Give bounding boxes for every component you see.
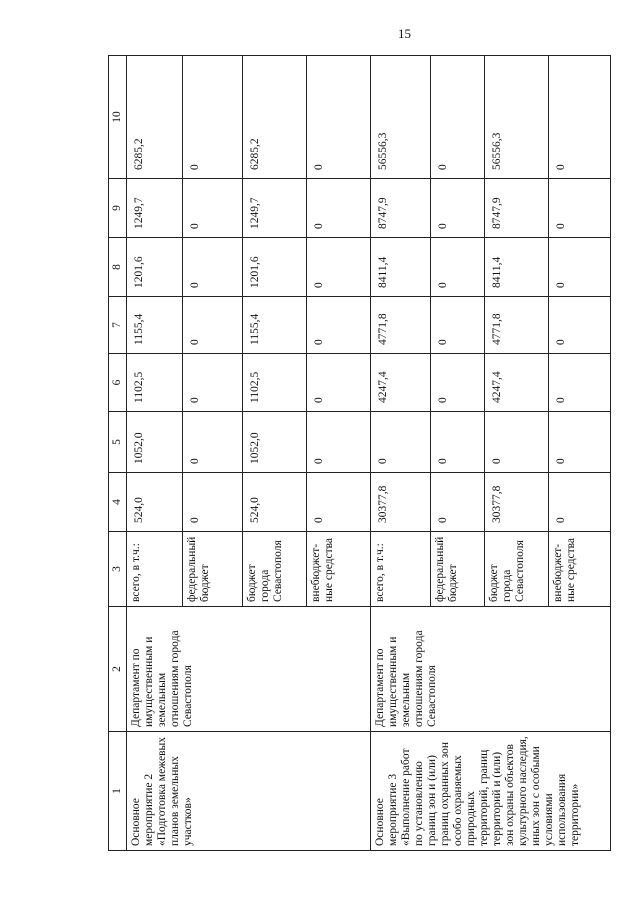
value-cell: 0 xyxy=(183,297,243,354)
value-cell: 1052,0 xyxy=(243,412,307,473)
value-cell: 1249,7 xyxy=(243,179,307,238)
value-cell: 0 xyxy=(307,238,371,297)
value-cell: 0 xyxy=(307,473,371,532)
source-cell: бюджет города Севастополя xyxy=(485,532,549,607)
value-cell: 1102,5 xyxy=(127,354,183,412)
source-cell: внебюджет-ные средства xyxy=(307,532,371,607)
value-cell: 56556,3 xyxy=(371,56,431,179)
value-cell: 0 xyxy=(431,56,485,179)
page-number: 15 xyxy=(398,26,411,41)
value-cell: 1052,0 xyxy=(127,412,183,473)
value-cell: 0 xyxy=(183,354,243,412)
header-cell: 7 xyxy=(109,297,127,354)
value-cell: 0 xyxy=(183,412,243,473)
value-cell: 0 xyxy=(307,354,371,412)
value-cell: 0 xyxy=(549,179,611,238)
value-cell: 0 xyxy=(431,238,485,297)
value-cell: 0 xyxy=(431,473,485,532)
value-cell: 0 xyxy=(549,238,611,297)
value-cell: 0 xyxy=(549,56,611,179)
value-cell: 0 xyxy=(183,238,243,297)
executor-cell: Департамент по имущественным и земельным отношениям города Севастополя xyxy=(127,607,371,732)
value-cell: 0 xyxy=(431,179,485,238)
header-cell: 6 xyxy=(109,354,127,412)
header-cell: 4 xyxy=(109,473,127,532)
value-cell: 0 xyxy=(431,297,485,354)
value-cell: 4771,8 xyxy=(371,297,431,354)
header-cell: 3 xyxy=(109,532,127,607)
activity-cell: Основное мероприятие 2 «Подготовка межевых планов земельных участков» xyxy=(127,732,371,851)
table-row xyxy=(127,56,183,851)
value-cell: 524,0 xyxy=(127,473,183,532)
source-cell: всего, в т.ч.: xyxy=(371,532,431,607)
header-row xyxy=(109,56,127,851)
value-cell: 0 xyxy=(549,297,611,354)
source-cell: федеральный бюджет xyxy=(183,532,243,607)
value-cell: 524,0 xyxy=(243,473,307,532)
source-cell: федеральный бюджет xyxy=(431,532,485,607)
rotated-table-container xyxy=(108,56,623,851)
value-cell: 0 xyxy=(431,412,485,473)
executor-cell: Департамент по имущественным и земельным отношениям города Севастополя xyxy=(371,607,611,732)
value-cell: 0 xyxy=(431,354,485,412)
value-cell: 1155,4 xyxy=(127,297,183,354)
value-cell: 0 xyxy=(307,412,371,473)
value-cell: 1155,4 xyxy=(243,297,307,354)
value-cell: 0 xyxy=(485,412,549,473)
funding-table xyxy=(108,55,611,851)
table-row xyxy=(371,56,431,851)
source-cell: всего, в т.ч.: xyxy=(127,532,183,607)
header-cell: 9 xyxy=(109,179,127,238)
value-cell: 0 xyxy=(307,56,371,179)
value-cell: 30377,8 xyxy=(485,473,549,532)
value-cell: 0 xyxy=(549,473,611,532)
value-cell: 0 xyxy=(549,412,611,473)
value-cell: 0 xyxy=(183,56,243,179)
header-cell: 5 xyxy=(109,412,127,473)
value-cell: 8747,9 xyxy=(485,179,549,238)
value-cell: 4247,4 xyxy=(371,354,431,412)
header-cell: 1 xyxy=(109,732,127,851)
value-cell: 1201,6 xyxy=(127,238,183,297)
value-cell: 0 xyxy=(183,179,243,238)
value-cell: 0 xyxy=(549,354,611,412)
value-cell: 30377,8 xyxy=(371,473,431,532)
value-cell: 0 xyxy=(183,473,243,532)
value-cell: 8747,9 xyxy=(371,179,431,238)
source-cell: бюджет города Севастополя xyxy=(243,532,307,607)
value-cell: 56556,3 xyxy=(485,56,549,179)
value-cell: 0 xyxy=(371,412,431,473)
value-cell: 1201,6 xyxy=(243,238,307,297)
header-cell: 10 xyxy=(109,56,127,179)
value-cell: 0 xyxy=(307,179,371,238)
value-cell: 4771,8 xyxy=(485,297,549,354)
value-cell: 4247,4 xyxy=(485,354,549,412)
value-cell: 1102,5 xyxy=(243,354,307,412)
source-cell: внебюджет-ные средства xyxy=(549,532,611,607)
header-cell: 8 xyxy=(109,238,127,297)
value-cell: 8411,4 xyxy=(485,238,549,297)
activity-cell: Основное мероприятие 3 «Выполнение работ по установлению границ зон и (или) границ охранных зон особо охраняемых природных территорий, границ территорий и (или) зон охраны объектов культурного наследия, иных зон с особыми условиями использования территории» xyxy=(371,732,611,851)
value-cell: 6285,2 xyxy=(127,56,183,179)
value-cell: 8411,4 xyxy=(371,238,431,297)
value-cell: 0 xyxy=(307,297,371,354)
value-cell: 6285,2 xyxy=(243,56,307,179)
header-cell: 2 xyxy=(109,607,127,732)
value-cell: 1249,7 xyxy=(127,179,183,238)
